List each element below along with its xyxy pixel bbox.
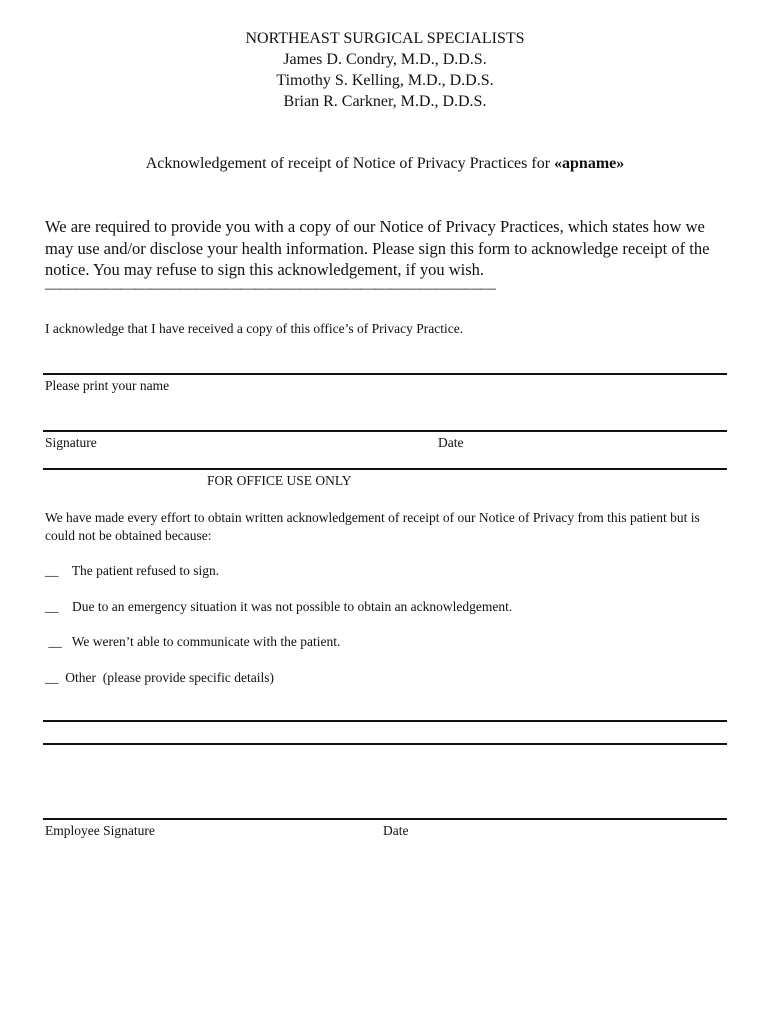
office-use-text: We have made every effort to obtain written acknowledgement of receipt of our Notice of Privacy from this patient but is could not be obtained because: (45, 510, 700, 543)
separator-line: —————————————————————————————— (45, 280, 495, 297)
patient-name-field: «apname» (554, 155, 625, 172)
document-title (0, 155, 770, 173)
details-line-2[interactable] (43, 743, 727, 745)
acknowledge-statement: I acknowledge that I have received a copy of this office’s of Privacy Practice. (45, 321, 464, 336)
option-communicate[interactable]: __ We weren’t able to communicate with the patient. (45, 634, 341, 649)
title-text: Acknowledgement of receipt of Notice of Privacy Practices for (145, 155, 555, 172)
details-line-1[interactable] (43, 720, 727, 722)
print-name-label: Please print your name (45, 378, 170, 393)
office-use-heading: FOR OFFICE USE ONLY (207, 473, 352, 488)
intro-paragraph: We are required to provide you with a copy of our Notice of Privacy Practices, which states how we may use and/or disclose your health information. Please sign this form to acknowledge receipt of the notice. You may refuse to sign this acknowledgement, if you wish. (45, 217, 710, 279)
print-name-line[interactable] (43, 373, 727, 375)
employee-date-label: Date (383, 823, 409, 838)
option-other[interactable]: __ Other (please provide specific details) (45, 670, 275, 685)
date-label: Date (438, 435, 464, 450)
option-refused[interactable]: __ The patient refused to sign. (45, 563, 220, 578)
employee-signature-line[interactable] (43, 818, 727, 820)
office-divider (43, 468, 727, 470)
option-emergency[interactable]: __ Due to an emergency situation it was not possible to obtain an acknowledgement. (45, 599, 513, 614)
practice-name: NORTHEAST SURGICAL SPECIALISTS (245, 30, 525, 47)
doctor-name-3: Brian R. Carkner, M.D., D.D.S. (283, 93, 487, 110)
doctor-name-1: James D. Condry, M.D., D.D.S. (283, 51, 487, 68)
signature-line[interactable] (43, 430, 727, 432)
signature-label: Signature (45, 435, 97, 450)
employee-signature-label: Employee Signature (45, 823, 155, 838)
doctor-name-2: Timothy S. Kelling, M.D., D.D.S. (276, 72, 494, 89)
